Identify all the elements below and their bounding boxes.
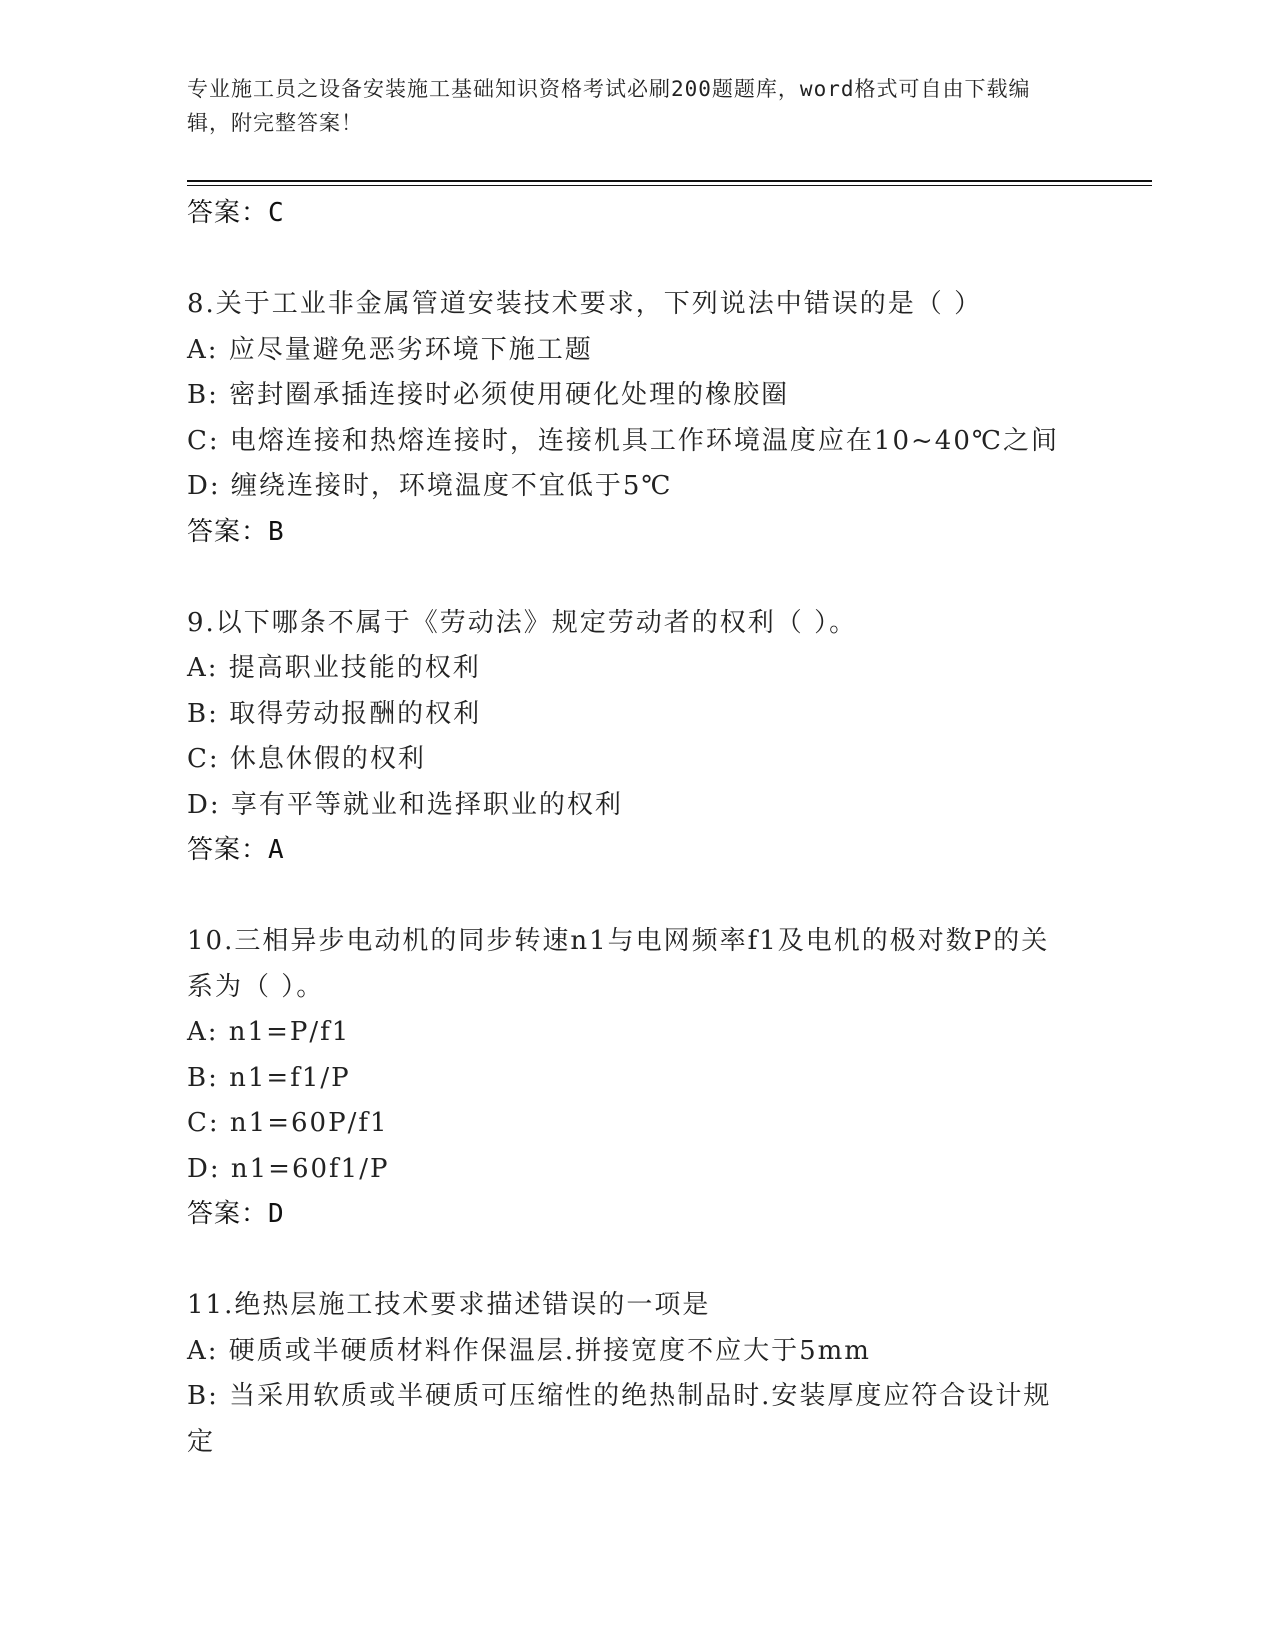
- question-stem: 11.绝热层施工技术要求描述错误的一项是: [187, 1290, 711, 1320]
- spacer: [187, 237, 1087, 283]
- question-8: [187, 282, 1087, 555]
- header-divider-thick: [187, 180, 1152, 182]
- option-c: C: 休息休假的权利: [187, 744, 426, 774]
- option-b: B: 取得劳动报酬的权利: [187, 698, 482, 729]
- question-stem: 8.关于工业非金属管道安装技术要求，下列说法中错误的是（ ）: [187, 289, 983, 319]
- spacer: [187, 874, 1087, 920]
- option-d: D: 享有平等就业和选择职业的权利: [187, 789, 623, 820]
- question-stem: 9.以下哪条不属于《劳动法》规定劳动者的权利（ ）。: [187, 607, 858, 638]
- question-stem: 10.三相异步电动机的同步转速n1与电网频率f1及电机的极对数P的关系为（ ）。: [187, 926, 1050, 1002]
- question-9: [187, 601, 1087, 874]
- option-b: B: n1=f1/P: [187, 1062, 351, 1093]
- option-a: A: 提高职业技能的权利: [187, 653, 481, 683]
- answer: 答案：B: [187, 516, 285, 547]
- answer: 答案：A: [187, 835, 285, 865]
- spacer: [187, 555, 1087, 601]
- option-a: A: 应尽量避免恶劣环境下施工题: [187, 334, 593, 365]
- option-c: C: n1=60P/f1: [187, 1108, 389, 1138]
- answer-previous: 答案：C: [187, 198, 285, 228]
- spacer: [187, 1238, 1087, 1284]
- option-c: C: 电熔连接和热熔连接时，连接机具工作环境温度应在10~40℃之间: [187, 425, 1059, 456]
- option-d: D: 缠绕连接时，环境温度不宜低于5℃: [187, 471, 673, 501]
- document-header: 专业施工员之设备安装施工基础知识资格考试必刷200题题库，word格式可自由下载编辑，附完整答案！: [187, 77, 1031, 135]
- option-a: A: n1=P/f1: [187, 1017, 351, 1047]
- option-b: B: 密封圈承插连接时必须使用硬化处理的橡胶圈: [187, 380, 790, 410]
- option-a: A: 硬质或半硬质材料作保温层.拼接宽度不应大于5mm: [187, 1335, 871, 1366]
- option-b: B: 当采用软质或半硬质可压缩性的绝热制品时.安装厚度应符合设计规定: [187, 1381, 1052, 1457]
- answer: 答案：D: [187, 1199, 285, 1229]
- question-11: [187, 1283, 1087, 1465]
- question-10: [187, 919, 1087, 1238]
- header-divider-thin: [187, 185, 1152, 186]
- option-d: D: n1=60f1/P: [187, 1153, 390, 1184]
- question-list: [187, 191, 1087, 1465]
